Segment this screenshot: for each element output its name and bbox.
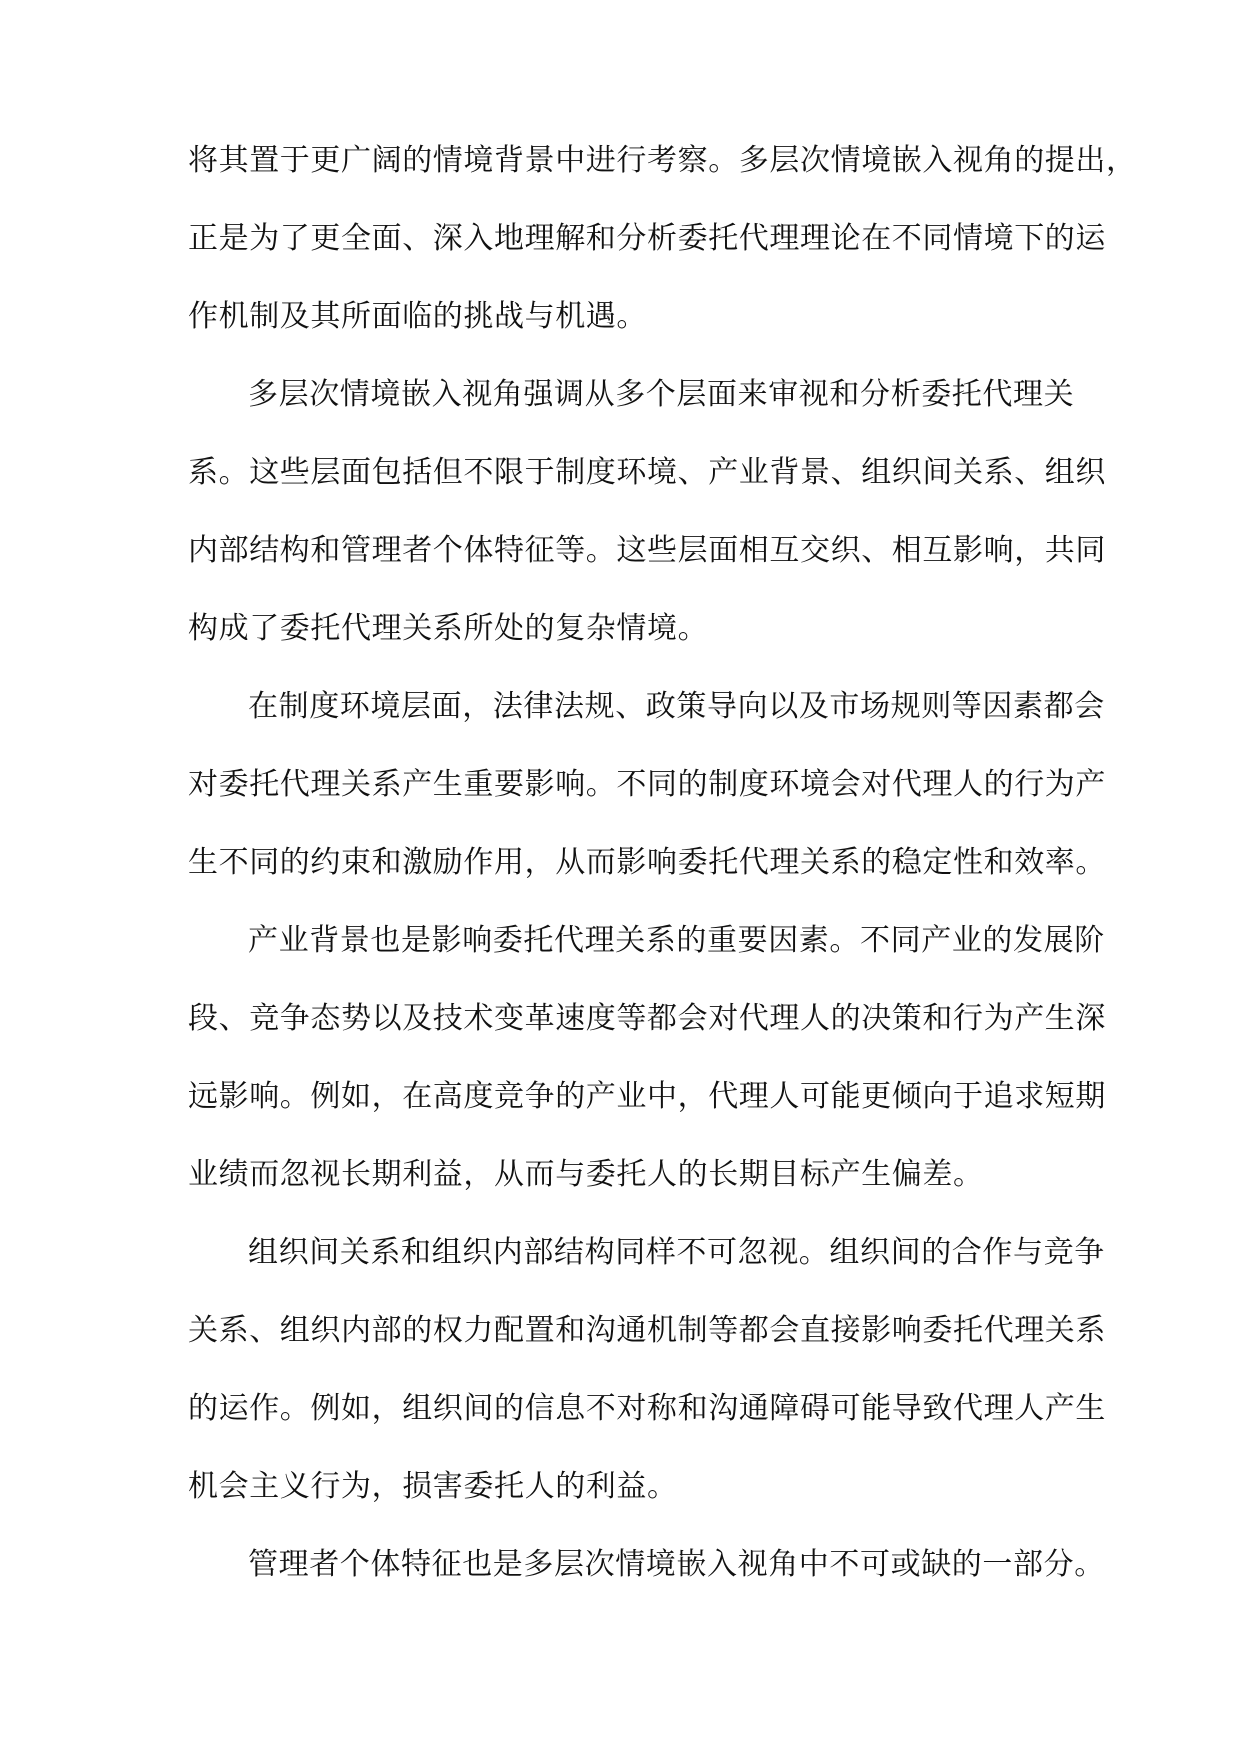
paragraph-first-line: 管理者个体特征也是多层次情境嵌入视角中不可或缺的一部分。 [248, 1547, 1105, 1582]
text-line: 构成了委托代理关系所处的复杂情境。 [188, 611, 709, 646]
text-line: 远影响。例如，在高度竞争的产业中，代理人可能更倾向于追求短期 [188, 1079, 1106, 1114]
text-line: 机会主义行为，损害委托人的利益。 [188, 1469, 678, 1504]
text-line: 正是为了更全面、深入地理解和分析委托代理理论在不同情境下的运 [188, 221, 1106, 256]
paragraph-first-line: 在制度环境层面，法律法规、政策导向以及市场规则等因素都会 [248, 689, 1105, 724]
text-line: 的运作。例如，组织间的信息不对称和沟通障碍可能导致代理人产生 [188, 1391, 1106, 1426]
body-text [188, 143, 1137, 1628]
text-line: 将其置于更广阔的情境背景中进行考察。多层次情境嵌入视角的提出， [188, 143, 1137, 178]
text-line: 业绩而忽视长期利益，从而与委托人的长期目标产生偏差。 [188, 1157, 984, 1192]
text-line: 段、竞争态势以及技术变革速度等都会对代理人的决策和行为产生深 [188, 1001, 1106, 1036]
text-line: 系。这些层面包括但不限于制度环境、产业背景、组织间关系、组织 [188, 455, 1106, 490]
paragraph-first-line: 多层次情境嵌入视角强调从多个层面来审视和分析委托代理关 [248, 377, 1075, 412]
text-line: 内部结构和管理者个体特征等。这些层面相互交织、相互影响，共同 [188, 533, 1106, 568]
text-line: 生不同的约束和激励作用，从而影响委托代理关系的稳定性和效率。 [188, 845, 1106, 880]
text-line: 关系、组织内部的权力配置和沟通机制等都会直接影响委托代理关系 [188, 1313, 1106, 1348]
paragraph-first-line: 组织间关系和组织内部结构同样不可忽视。组织间的合作与竞争 [248, 1235, 1105, 1270]
text-line: 作机制及其所面临的挑战与机遇。 [188, 299, 647, 334]
paragraph-first-line: 产业背景也是影响委托代理关系的重要因素。不同产业的发展阶 [248, 923, 1105, 958]
text-line: 对委托代理关系产生重要影响。不同的制度环境会对代理人的行为产 [188, 767, 1106, 802]
